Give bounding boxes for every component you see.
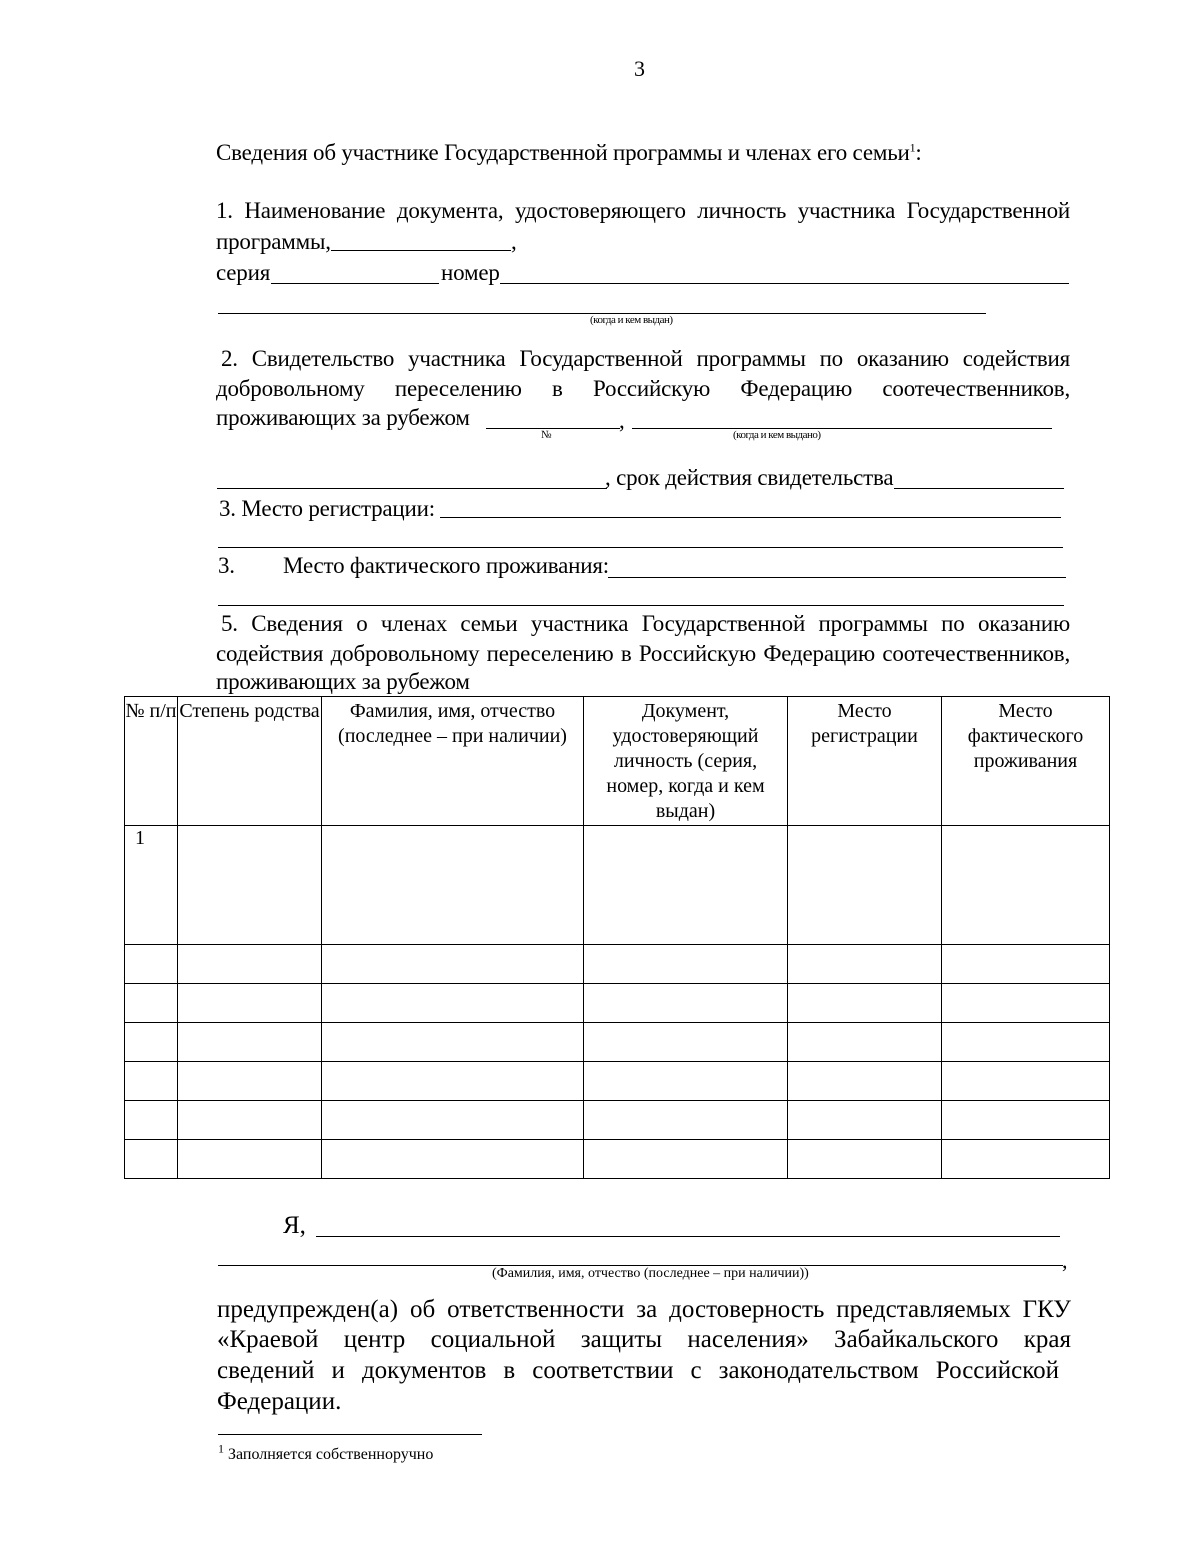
table-row bbox=[125, 1023, 1110, 1062]
table-cell[interactable] bbox=[178, 1140, 322, 1179]
item5-line2: содействия добровольному переселению в Российскую Федерацию соотечественников, bbox=[216, 641, 1070, 666]
row-number-cell: 1 bbox=[125, 826, 178, 945]
table-cell[interactable] bbox=[942, 945, 1110, 984]
table-cell[interactable] bbox=[584, 984, 788, 1023]
item2-line3: проживающих за рубежом bbox=[216, 405, 470, 430]
table-row bbox=[125, 1101, 1110, 1140]
item2-line2: добровольному переселению в Российскую Федерацию соотечественников, bbox=[216, 376, 1070, 401]
table-cell[interactable] bbox=[178, 826, 322, 945]
table-cell[interactable] bbox=[125, 1140, 178, 1179]
series-field[interactable] bbox=[271, 283, 439, 284]
footnote-mark: 1 bbox=[218, 1441, 224, 1456]
certificate-issued-caption: (когда и кем выдано) bbox=[733, 429, 821, 441]
table-cell[interactable] bbox=[584, 1101, 788, 1140]
declaration-comma: , bbox=[1062, 1248, 1068, 1273]
table-cell[interactable] bbox=[788, 1140, 942, 1179]
item1-comma: , bbox=[511, 229, 517, 254]
table-row bbox=[125, 945, 1110, 984]
declaration-line2: «Краевой центр социальной защиты населения» Забайкальского края bbox=[217, 1326, 1071, 1353]
declaration-ya: Я, bbox=[283, 1212, 306, 1239]
header-number: № п/п bbox=[125, 697, 178, 826]
certificate-issued-cont-field[interactable] bbox=[217, 488, 607, 489]
table-cell[interactable] bbox=[125, 1101, 178, 1140]
footnote bbox=[218, 1441, 434, 1464]
registration-field-cont[interactable] bbox=[218, 547, 1063, 548]
residence-field-cont[interactable] bbox=[218, 605, 1064, 606]
number-field[interactable] bbox=[500, 283, 1069, 284]
item5-line1: 5. Сведения о членах семьи участника Государственной программы по оказанию bbox=[221, 611, 1070, 636]
family-members-table bbox=[124, 696, 1110, 1179]
table-cell[interactable] bbox=[178, 1101, 322, 1140]
series-label: серия bbox=[216, 260, 271, 285]
table-cell[interactable] bbox=[788, 1023, 942, 1062]
number-label: номер bbox=[441, 260, 500, 285]
table-row bbox=[125, 984, 1110, 1023]
registration-label: 3. Место регистрации: bbox=[219, 496, 435, 521]
table-cell[interactable] bbox=[178, 1023, 322, 1062]
validity-field[interactable] bbox=[894, 488, 1064, 489]
residence-field[interactable] bbox=[608, 577, 1066, 578]
item1-line1: 1. Наименование документа, удостоверяющего личность участника Государственной bbox=[216, 198, 1070, 223]
table-cell[interactable] bbox=[942, 1023, 1110, 1062]
residence-number: 3. bbox=[218, 553, 235, 578]
table-cell[interactable] bbox=[322, 984, 584, 1023]
table-cell[interactable] bbox=[788, 1062, 942, 1101]
header-relation: Степень родства bbox=[178, 697, 322, 826]
table-cell[interactable] bbox=[788, 826, 942, 945]
registration-field[interactable] bbox=[440, 517, 1061, 518]
table-cell[interactable] bbox=[322, 1101, 584, 1140]
table-cell[interactable] bbox=[125, 945, 178, 984]
document-name-field[interactable] bbox=[331, 250, 511, 251]
table-row bbox=[125, 826, 1110, 945]
header-document: Документ, удостоверяющий личность (серия, номер, когда и кем выдан) bbox=[584, 697, 788, 826]
table-cell[interactable] bbox=[322, 826, 584, 945]
table-cell[interactable] bbox=[125, 1062, 178, 1101]
heading-colon: : bbox=[915, 140, 922, 165]
item5-line3: проживающих за рубежом bbox=[216, 669, 470, 694]
residence-label: Место фактического проживания: bbox=[283, 553, 609, 578]
table-cell[interactable] bbox=[788, 1101, 942, 1140]
issued-caption: (когда и кем выдан) bbox=[590, 314, 673, 326]
form-heading-text: Сведения об участнике Государственной программы и членах его семьи bbox=[216, 140, 910, 165]
form-heading bbox=[216, 140, 922, 166]
table-cell[interactable] bbox=[788, 984, 942, 1023]
table-cell[interactable] bbox=[584, 945, 788, 984]
item2-comma: , bbox=[619, 408, 625, 433]
certificate-issued-field[interactable] bbox=[632, 428, 1052, 429]
table-cell[interactable] bbox=[322, 1062, 584, 1101]
table-cell[interactable] bbox=[125, 1023, 178, 1062]
table-cell[interactable] bbox=[942, 1101, 1110, 1140]
page-number: 3 bbox=[634, 56, 645, 81]
footnote-text: Заполняется собственноручно bbox=[228, 1446, 434, 1463]
certificate-no-caption: № bbox=[541, 429, 551, 441]
header-residence: Место фактического проживания bbox=[942, 697, 1110, 826]
table-cell[interactable] bbox=[584, 1023, 788, 1062]
certificate-number-field[interactable] bbox=[486, 428, 620, 429]
item1-line2: программы, bbox=[216, 229, 331, 254]
declaration-line4: Федерации. bbox=[217, 1388, 342, 1415]
header-registration: Место регистрации bbox=[788, 697, 942, 826]
table-cell[interactable] bbox=[322, 945, 584, 984]
declaration-line3: сведений и документов в соответствии с законодательством Российской bbox=[217, 1357, 1059, 1384]
table-cell[interactable] bbox=[942, 984, 1110, 1023]
table-cell[interactable] bbox=[178, 984, 322, 1023]
footnote-ref: 1 bbox=[909, 140, 916, 155]
table-cell[interactable] bbox=[788, 945, 942, 984]
fio-caption: (Фамилия, имя, отчество (последнее – при наличии)) bbox=[492, 1266, 809, 1281]
table-cell[interactable] bbox=[125, 984, 178, 1023]
table-cell[interactable] bbox=[584, 1140, 788, 1179]
declarant-name-field[interactable] bbox=[316, 1236, 1060, 1237]
table-row bbox=[125, 1062, 1110, 1101]
table-cell[interactable] bbox=[178, 1062, 322, 1101]
table-cell[interactable] bbox=[942, 1140, 1110, 1179]
table-cell[interactable] bbox=[322, 1023, 584, 1062]
validity-label: , срок действия свидетельства bbox=[605, 465, 894, 490]
header-full-name: Фамилия, имя, отчество (последнее – при наличии) bbox=[322, 697, 584, 826]
table-cell[interactable] bbox=[584, 1062, 788, 1101]
table-row bbox=[125, 1140, 1110, 1179]
item2-line1: 2. Свидетельство участника Государственной программы по оказанию содействия bbox=[221, 346, 1070, 371]
table-cell[interactable] bbox=[322, 1140, 584, 1179]
table-cell[interactable] bbox=[178, 945, 322, 984]
table-header-row bbox=[125, 697, 1110, 826]
table-cell[interactable] bbox=[584, 826, 788, 945]
footnote-divider bbox=[218, 1434, 482, 1435]
table-cell[interactable] bbox=[942, 826, 1110, 945]
declaration-line1: предупрежден(а) об ответственности за достоверность представляемых ГКУ bbox=[217, 1296, 1071, 1323]
table-cell[interactable] bbox=[942, 1062, 1110, 1101]
